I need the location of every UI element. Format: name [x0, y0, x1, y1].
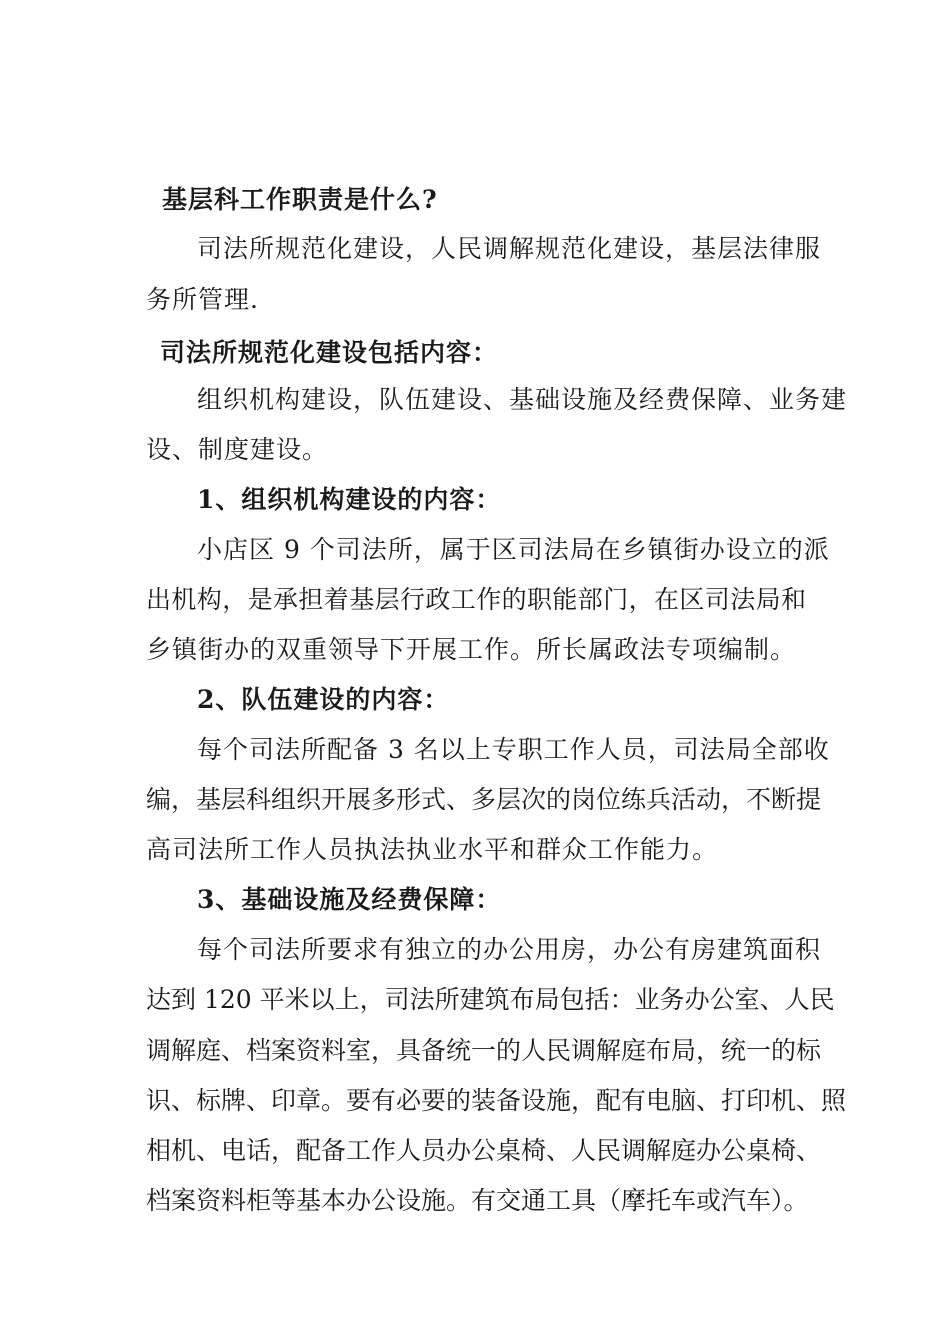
paragraph-line: 每个司法所配备 3 名以上专职工作人员，司法局全部收	[197, 735, 830, 764]
paragraph-line: 每个司法所要求有独立的办公用房，办公有房建筑面积	[197, 935, 822, 964]
paragraph-line: 相机、电话，配备工作人员办公桌椅、人民调解庭办公桌椅、	[146, 1136, 822, 1165]
paragraph-line: 出机构，是承担着基层行政工作的职能部门，在区司法局和	[146, 585, 806, 614]
paragraph-line: 编，基层科组织开展多形式、多层次的岗位练兵活动，不断提	[146, 785, 822, 814]
paragraph-line: 识、标牌、印章。要有必要的装备设施，配有电脑、打印机、照	[146, 1086, 847, 1115]
paragraph-line: 乡镇街办的双重领导下开展工作。所长属政法专项编制。	[146, 635, 797, 664]
paragraph-line: 高司法所工作人员执法执业水平和群众工作能力。	[146, 835, 719, 864]
paragraph-line: 组织机构建设，队伍建设、基础设施及经费保障、业务建	[197, 385, 848, 414]
heading-standardization: 司法所规范化建设包括内容：	[160, 338, 499, 367]
paragraph-line: 档案资料柜等基本办公设施。有交通工具（摩托车或汽车）。	[146, 1186, 809, 1215]
paragraph-line: 设、制度建设。	[146, 435, 329, 464]
paragraph-line: 达到 120 平米以上，司法所建筑布局包括：业务办公室、人民	[146, 985, 835, 1014]
paragraph-line: 调解庭、档案资料室，具备统一的人民调解庭布局，统一的标	[146, 1036, 822, 1065]
heading-duties: 基层科工作职责是什么?	[162, 185, 438, 214]
heading-team: 2、队伍建设的内容：	[197, 685, 450, 714]
heading-infrastructure: 3、基础设施及经费保障：	[197, 885, 502, 914]
paragraph-line: 小店区 9 个司法所，属于区司法局在乡镇街办设立的派	[197, 535, 830, 564]
paragraph-line: 司法所规范化建设，人民调解规范化建设，基层法律服	[197, 234, 822, 263]
heading-organization: 1、组织机构建设的内容：	[197, 485, 502, 514]
paragraph-line: 务所管理.	[146, 285, 259, 314]
